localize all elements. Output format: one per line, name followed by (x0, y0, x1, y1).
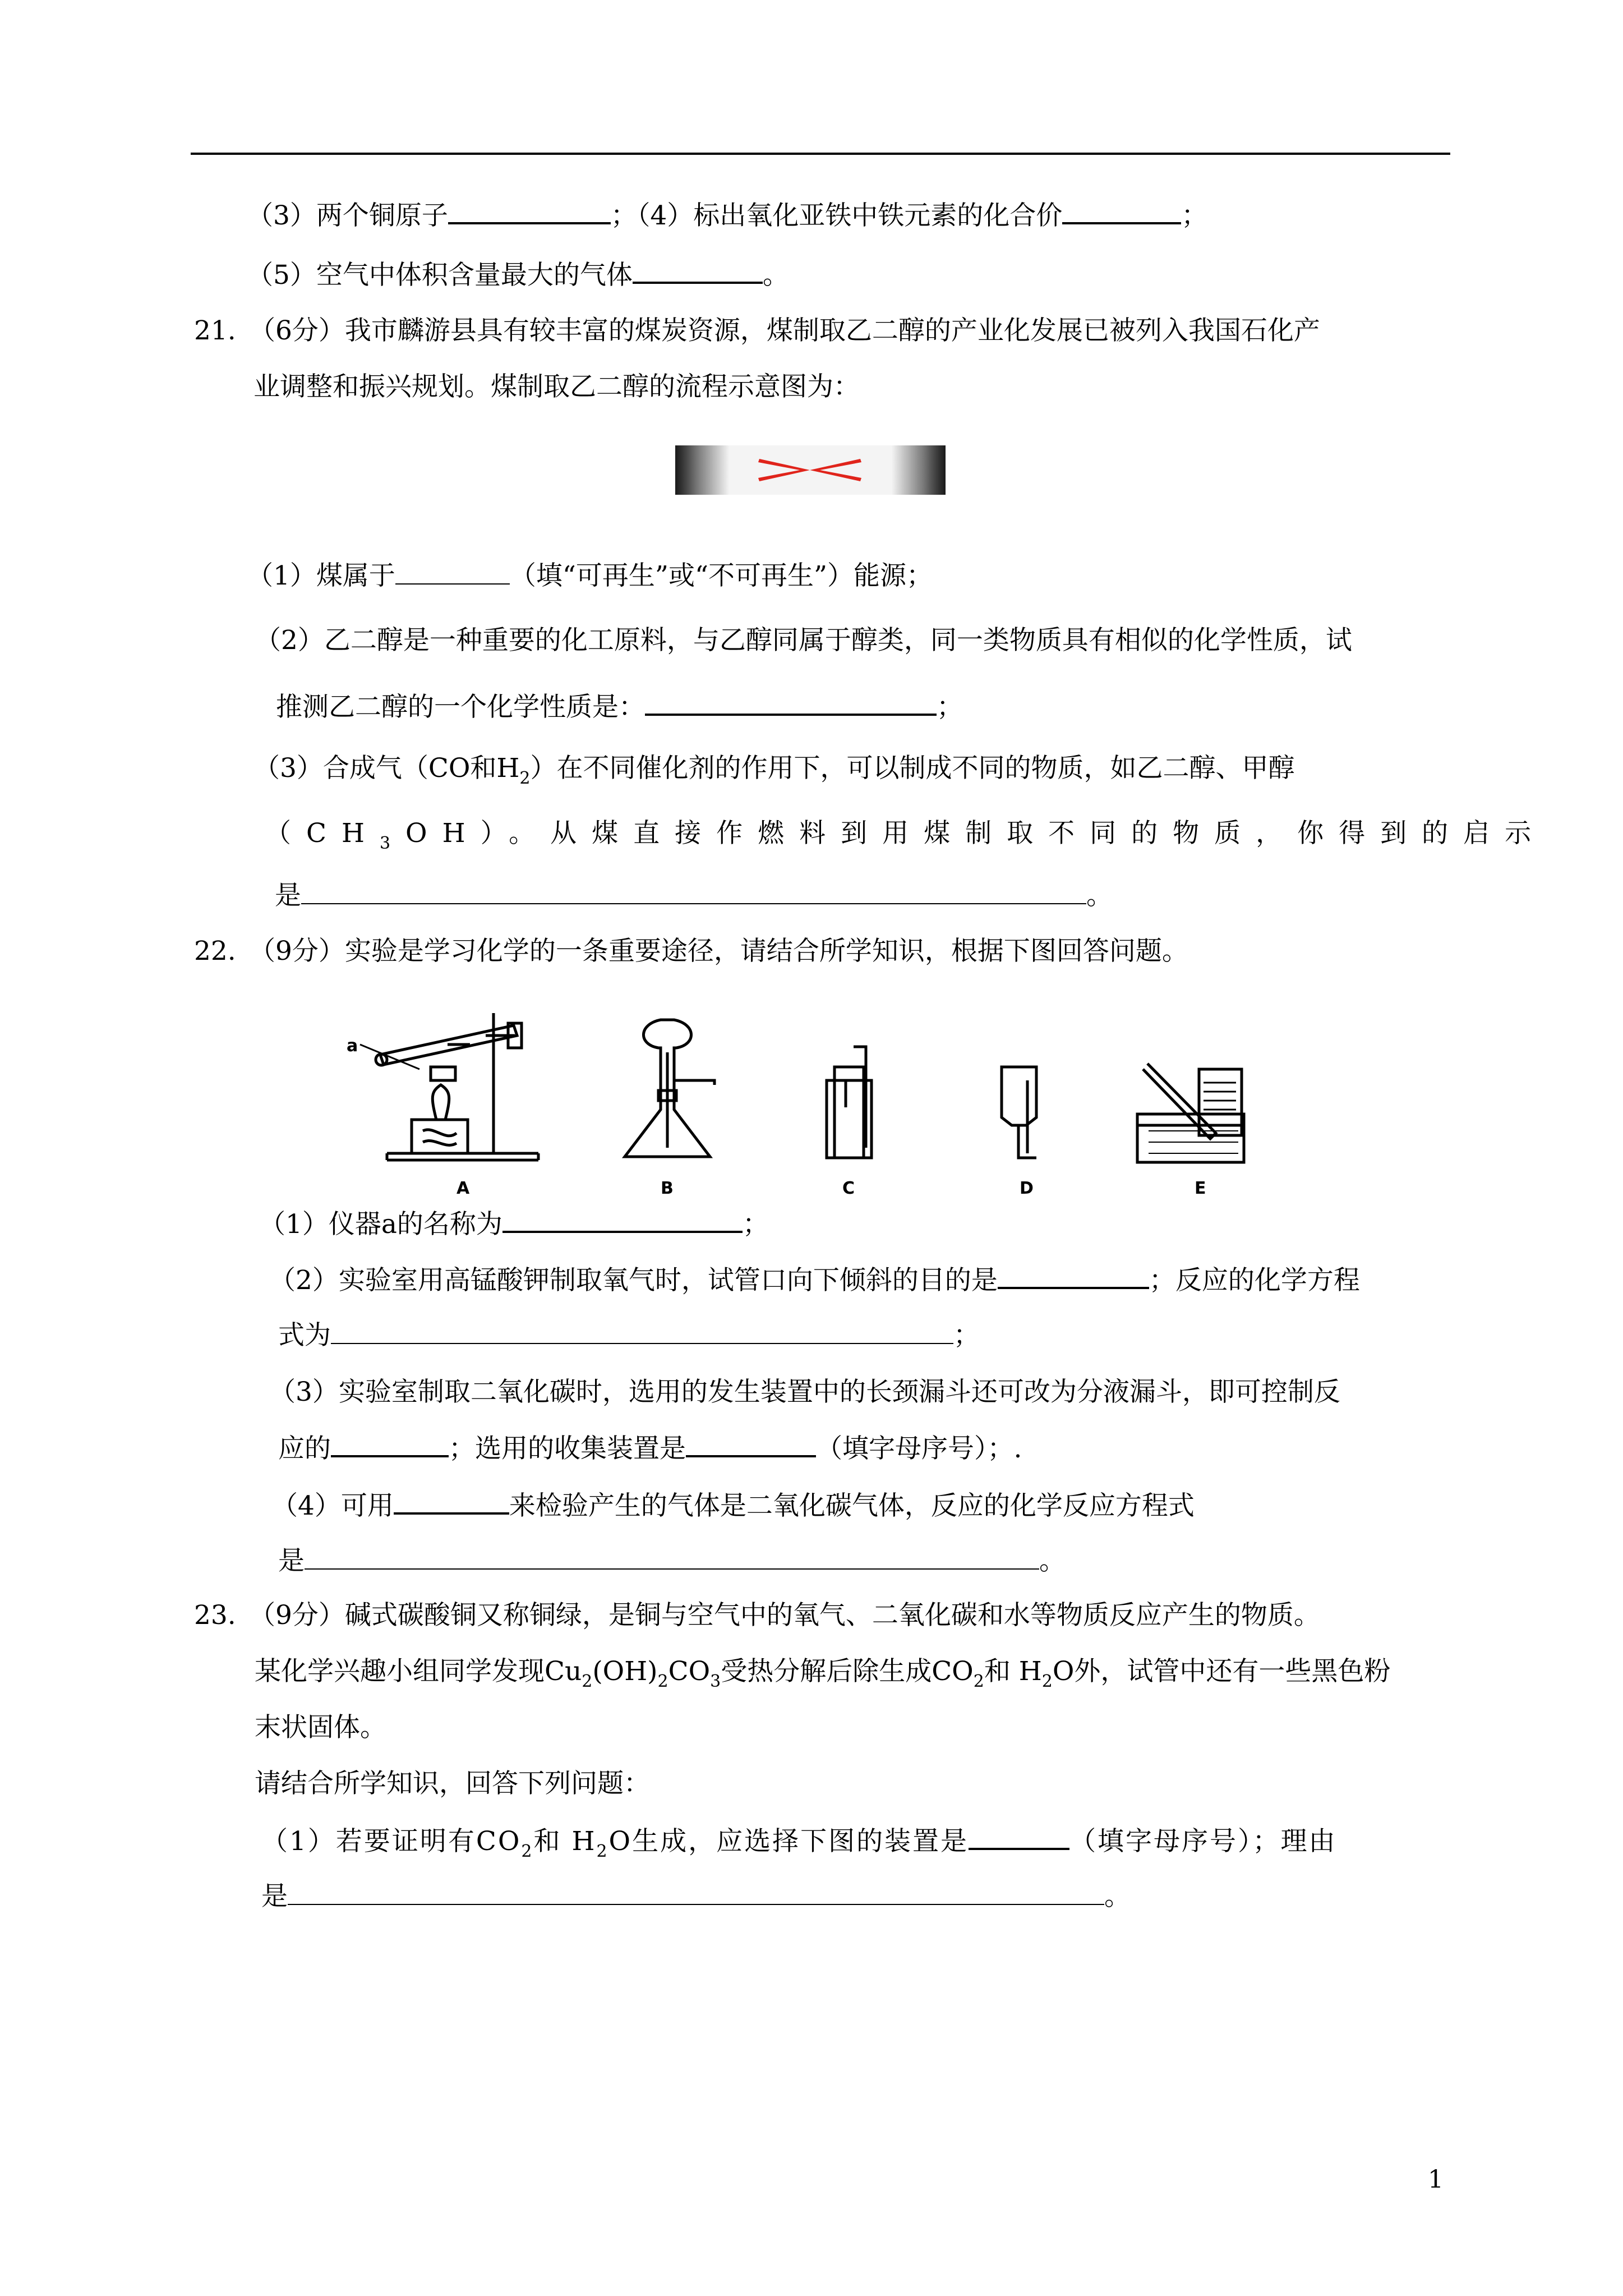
q23-stem-4: 请结合所学知识，回答下列问题： (255, 1768, 650, 1799)
apparatus-c (827, 1047, 872, 1158)
q22-part2-2: 式为 ； (278, 1318, 980, 1352)
answer-blank[interactable] (645, 689, 937, 716)
apparatus-e (1137, 1064, 1244, 1162)
pointer-label-a: a (347, 1036, 358, 1056)
apparatus-a (360, 1013, 538, 1160)
q20-part5: （5）空气中体积含量最大的气体 。 (247, 257, 789, 292)
q21-part3-3: 是 。 (275, 878, 1113, 913)
answer-blank[interactable] (502, 1206, 743, 1233)
q23-stem-3: 末状固体。 (255, 1712, 386, 1743)
answer-blank[interactable] (394, 1488, 509, 1515)
answer-blank[interactable] (395, 559, 510, 585)
q21-part2-2: 推测乙二醇的一个化学性质是： ； (276, 689, 963, 724)
apparatus-d (1002, 1067, 1036, 1158)
broken-image-icon (675, 445, 946, 495)
figure-label-d: D (1020, 1179, 1034, 1198)
figure-label-e: E (1195, 1179, 1206, 1198)
q22-part1: （1）仪器a的名称为 ； (259, 1206, 769, 1241)
q22-part4-2: 是 。 (278, 1544, 1066, 1578)
q22-part2-1: （2）实验室用高锰酸钾制取氧气时，试管口向下倾斜的目的是 ；反应的化学方程 (269, 1262, 1360, 1297)
q21-part3-1: （3）合成气（CO和$H_2$）在不同催化剂的作用下，可以制成不同的物质，如乙二醇、甲醇 (253, 753, 1295, 788)
header-rule (191, 153, 1450, 155)
q21-number: 21. (194, 315, 236, 346)
answer-blank[interactable] (633, 257, 763, 284)
apparatus-b (625, 1020, 714, 1157)
q23-number: 23. (194, 1600, 236, 1631)
q21-part1: （1）煤属于 （填“可再生”或“不可再生”）能源； (247, 559, 933, 593)
lab-apparatus-figure (347, 1013, 1283, 1198)
answer-blank[interactable] (969, 1823, 1069, 1850)
answer-blank[interactable] (686, 1430, 816, 1457)
answer-blank[interactable] (1062, 197, 1181, 224)
q23-part1-2: 是 。 (261, 1879, 1131, 1913)
q21-part3-2: $(CH_3OH)$。从煤直接作燃料到用煤制取不同的物质，你得到的启示 (265, 818, 1547, 853)
q23-stem-1: （9分）碱式碳酸铜又称铜绿，是铜与空气中的氧气、二氧化碳和水等物质反应产生的物质。 (249, 1600, 1320, 1631)
answer-blank[interactable] (998, 1262, 1149, 1289)
answer-blank[interactable] (331, 1430, 449, 1457)
q22-number: 22. (194, 936, 236, 967)
q20-part3-4: （3）两个铜原子 ；（4）标出氧化亚铁中铁元素的化合价 ； (247, 197, 1207, 233)
answer-blank[interactable] (305, 1544, 1039, 1570)
q22-part3-1: （3）实验室制取二氧化碳时，选用的发生装置中的长颈漏斗还可改为分液漏斗，即可控制反 (269, 1377, 1340, 1407)
q22-stem: （9分）实验是学习化学的一条重要途径，请结合所学知识，根据下图回答问题。 (249, 936, 1188, 967)
answer-blank[interactable] (288, 1879, 1104, 1905)
page-number: 1 (1428, 2165, 1444, 2194)
answer-blank[interactable] (301, 878, 1086, 904)
q22-part4-1: （4）可用 来检验产生的气体是二氧化碳气体，反应的化学反应方程式 (271, 1488, 1195, 1523)
q21-stem-2: 业调整和振兴规划。煤制取乙二醇的流程示意图为： (253, 371, 860, 402)
q22-part3-2: 应的 ；选用的收集装置是 （填字母序号）；. (278, 1430, 1022, 1466)
q21-stem-1: （6分）我市麟游县具有较丰富的煤炭资源，煤制取乙二醇的产业化发展已被列入我国石化产 (249, 315, 1320, 346)
figure-label-b: B (661, 1179, 674, 1198)
figure-label-c: C (842, 1179, 855, 1198)
answer-blank[interactable] (448, 197, 611, 224)
q21-part2-1: （2）乙二醇是一种重要的化工原料，与乙醇同属于醇类，同一类物质具有相似的化学性质，试 (255, 625, 1352, 656)
q23-part1-1: （1）若要证明有$CO_2$和 $H_2O$生成，应选择下图的装置是 （填字母序号）；理由 (261, 1823, 1337, 1862)
q23-stem-2: 某化学兴趣小组同学发现$Cu_2(OH)_2CO_3$受热分解后除生成$CO_2$和 $H_2O$外，试管中还有一些黑色粉 (255, 1656, 1391, 1691)
figure-label-a: A (457, 1179, 470, 1198)
answer-blank[interactable] (331, 1318, 953, 1344)
